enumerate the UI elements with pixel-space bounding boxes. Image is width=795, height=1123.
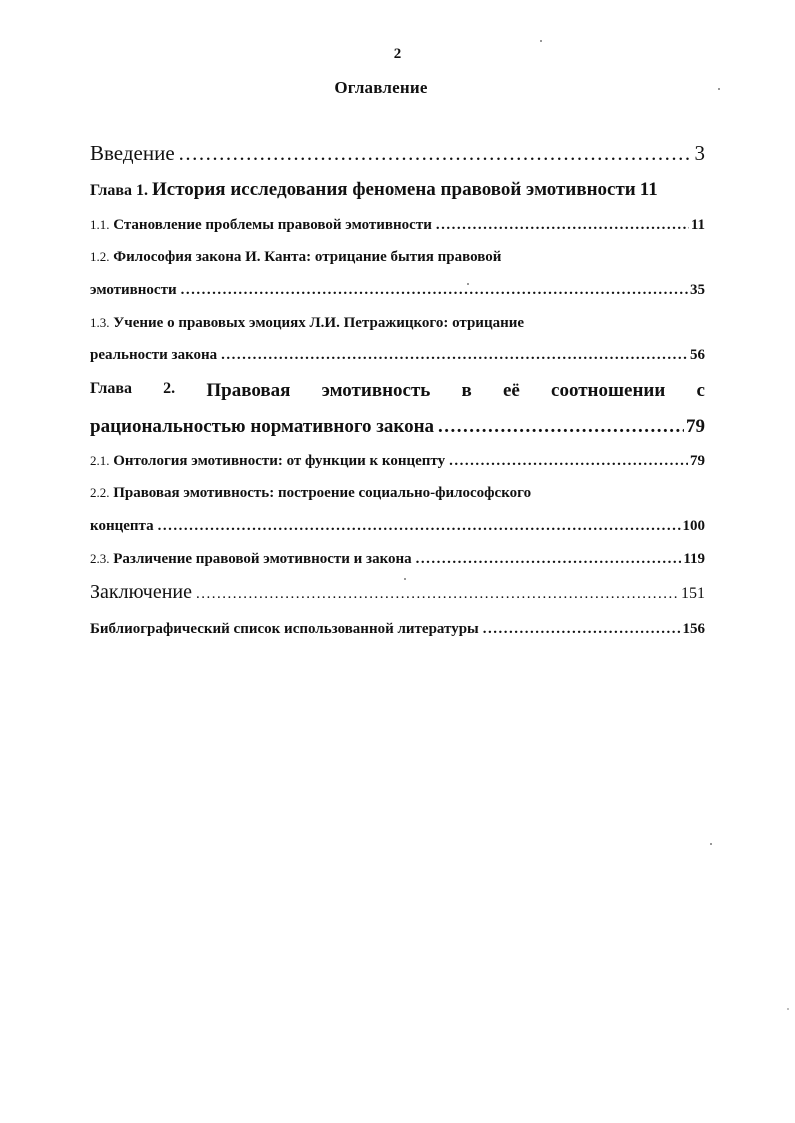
toc-entry-label-continued: эмотивности: [90, 282, 177, 298]
toc-entry-label: Становление проблемы правовой эмотивности: [113, 217, 432, 233]
toc-entry-section-2-1[interactable]: [90, 454, 705, 469]
scan-speck: [404, 578, 406, 580]
toc-entry-section-2-3[interactable]: [90, 552, 705, 567]
toc-title: Оглавление: [334, 78, 428, 97]
toc-page-number: 56: [690, 347, 705, 363]
toc-entry-label-continued: концепта: [90, 518, 154, 534]
toc-entry-label: Заключение: [90, 581, 192, 603]
dot-leader: [196, 587, 679, 602]
toc-entry-label-continued: рациональностью нормативного закона: [90, 416, 435, 437]
toc-entry-section-1-1[interactable]: [90, 218, 705, 233]
toc-page-number: 3: [694, 141, 705, 165]
toc-page-number: 35: [690, 282, 705, 298]
toc-page-number: 11: [639, 179, 658, 200]
toc-page-number: 151: [681, 585, 705, 602]
toc-entry-label: История исследования феномена правовой эмотивности: [152, 179, 636, 200]
toc-page-number: 156: [682, 621, 705, 637]
chapter-word: с: [696, 380, 705, 401]
toc-entry-label: Правовая эмотивность: построение социально-философского: [113, 485, 532, 501]
scan-speck: [718, 88, 720, 90]
scan-speck: [540, 40, 542, 42]
dot-leader: [416, 552, 682, 567]
dot-leader: [181, 283, 688, 298]
dot-leader: [179, 143, 693, 164]
section-number: 2.1.: [90, 453, 110, 468]
scan-speck: [710, 843, 712, 845]
scan-speck: [787, 1008, 789, 1010]
toc-page-number: 79: [690, 453, 705, 469]
toc-entry-introduction[interactable]: [90, 143, 705, 164]
dot-leader: [438, 417, 684, 436]
toc-page-number: 79: [686, 416, 705, 437]
toc-page-number: 11: [690, 217, 705, 233]
section-number: 2.2.: [90, 485, 110, 500]
chapter-prefix: Глава: [90, 380, 132, 397]
section-number: 2.3.: [90, 551, 110, 566]
toc-page-number: 119: [683, 551, 705, 567]
toc-entry-label-continued: реальности закона: [90, 347, 218, 363]
toc-entry-label: Различение правовой эмотивности и закона: [113, 551, 412, 567]
toc-entry-conclusion[interactable]: [90, 582, 705, 602]
section-number: 1.3.: [90, 315, 110, 330]
chapter-prefix: Глава 1.: [90, 182, 148, 199]
toc-entry-section-1-2-line2[interactable]: [90, 283, 705, 298]
chapter-word: соотношении: [551, 380, 666, 401]
toc-entry-label: Философия закона И. Канта: отрицание бытия правовой: [113, 249, 502, 265]
dot-leader: [158, 519, 681, 534]
toc-entry-label: Онтология эмотивности: от функции к концепту: [113, 453, 446, 469]
chapter-word: эмотивность: [321, 380, 431, 401]
page-number: 2: [393, 46, 402, 62]
dot-leader: [221, 348, 688, 363]
toc-entry-bibliography[interactable]: [90, 622, 705, 637]
toc-entry-section-2-2-line2[interactable]: [90, 519, 705, 534]
toc-entry-label: Библиографический список использованной литературы: [90, 621, 479, 637]
dot-leader: [436, 218, 689, 233]
dot-leader: [449, 454, 688, 469]
chapter-word: Правовая: [206, 380, 291, 401]
scan-speck: [467, 283, 469, 285]
toc-entry-chapter-2-line1[interactable]: [90, 381, 705, 400]
chapter-word: её: [502, 380, 520, 401]
dot-leader: [483, 622, 681, 637]
toc-entry-section-1-2-line1[interactable]: [90, 250, 501, 265]
toc-entry-chapter-1[interactable]: [90, 180, 705, 199]
toc-entry-label: Введение: [90, 141, 175, 165]
toc-entry-section-1-3-line2[interactable]: [90, 348, 705, 363]
chapter-number: 2.: [163, 380, 176, 397]
toc-entry-chapter-2-line2[interactable]: [90, 417, 705, 436]
toc-page-number: 100: [682, 518, 705, 534]
chapter-word: в: [461, 380, 472, 401]
toc-entry-label: Учение о правовых эмоциях Л.И. Петражицкого: отрицание: [113, 315, 525, 331]
section-number: 1.2.: [90, 249, 110, 264]
toc-entry-section-1-3-line1[interactable]: [90, 316, 524, 331]
toc-entry-section-2-2-line1[interactable]: [90, 486, 531, 501]
section-number: 1.1.: [90, 217, 110, 232]
